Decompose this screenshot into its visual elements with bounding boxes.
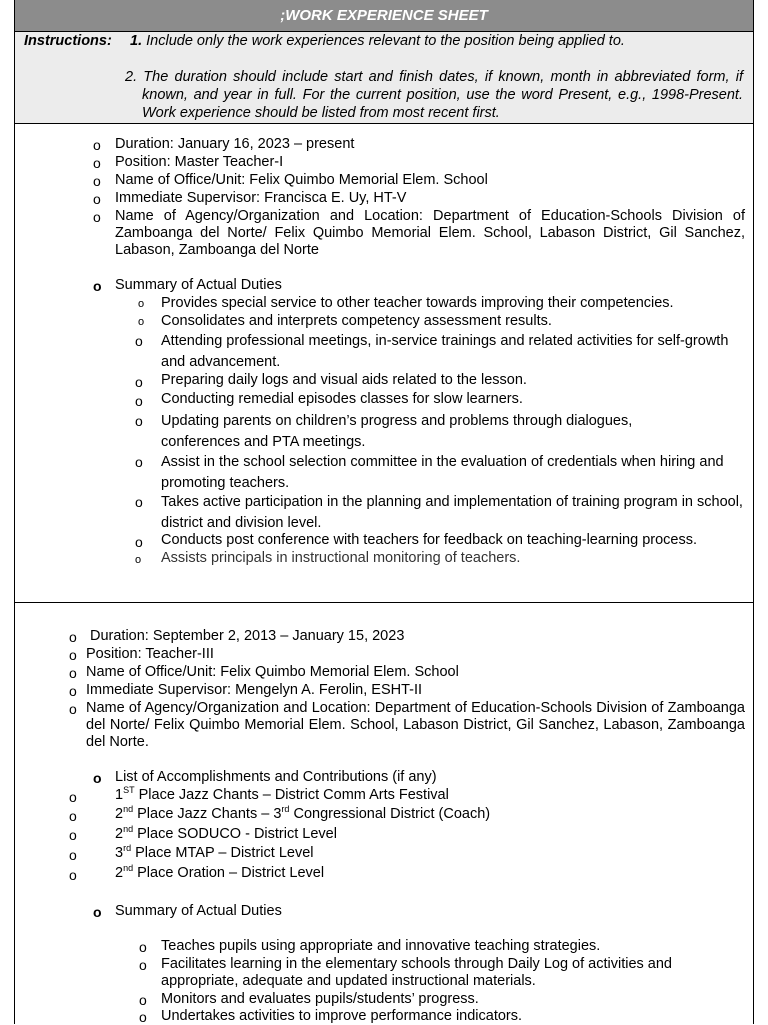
- exp2-duty: Monitors and evaluates pupils/students’ progress.: [161, 991, 479, 1007]
- exp1-duration: Duration: January 16, 2023 – present: [115, 136, 355, 152]
- exp1-duty: Takes active participation in the planning and implementation of training program in school, district and division level.: [161, 494, 743, 531]
- exp2-duty: Undertakes activities to improve performance indicators.: [161, 1008, 523, 1024]
- exp1-duty: Consolidates and interprets competency assessment results.: [161, 313, 552, 329]
- work-experience-sheet: [14, 0, 754, 1024]
- bullet-icon: o: [139, 1009, 147, 1025]
- instruction-1: 1. Include only the work experiences relevant to the position being applied to.: [130, 33, 625, 49]
- exp2-position: Position: Teacher-III: [86, 646, 214, 662]
- bullet-icon: o: [69, 629, 77, 645]
- bullet-icon: o: [69, 808, 77, 824]
- bullet-icon: o: [139, 957, 147, 973]
- bullet-icon: o: [69, 867, 77, 883]
- exp1-duties-heading: Summary of Actual Duties: [115, 277, 282, 293]
- bullet-icon: o: [93, 904, 102, 920]
- bullet-icon: o: [135, 393, 143, 409]
- exp1-duty: Assists principals in instructional monitoring of teachers.: [161, 550, 521, 566]
- bullet-icon: o: [138, 298, 145, 310]
- bullet-icon: o: [93, 209, 101, 225]
- bullet-icon: o: [135, 413, 143, 429]
- bullet-icon: o: [69, 847, 77, 863]
- exp2-supervisor: Immediate Supervisor: Mengelyn A. Ferolin, ESHT-II: [86, 682, 423, 698]
- bullet-icon: o: [93, 278, 102, 294]
- bullet-icon: o: [69, 789, 77, 805]
- bullet-icon: o: [139, 939, 147, 955]
- exp1-duty: Attending professional meetings, in-service trainings and related activities for self-growth and advancement.: [161, 333, 729, 370]
- instructions-label: Instructions:: [24, 33, 112, 49]
- bullet-icon: o: [93, 770, 102, 786]
- exp1-duty: Assist in the school selection committee in the evaluation of credentials when hiring and promoting teachers.: [161, 454, 724, 491]
- exp2-duties-heading: Summary of Actual Duties: [115, 903, 282, 919]
- instruction-2: 2. The duration should include start and finish dates, if known, month in abbreviated form, if known, and year in full. For the current position, use the word Present, e.g., 1998-Present. Work experience should be listed from most recent first.: [125, 69, 743, 121]
- exp2-agency: Name of Agency/Organization and Location: Department of Education-Schools Division of Zamboanga del Norte/ Felix Quimbo Memorial Elem. School, Labason District, Gil Sanchez, Labason, Zamboanga del Norte.: [86, 700, 745, 750]
- exp1-supervisor: Immediate Supervisor: Francisca E. Uy, HT-V: [115, 190, 407, 206]
- accomplishment-item: 1ST Place Jazz Chants – District Comm Arts Festival: [115, 785, 449, 803]
- bullet-icon: o: [139, 992, 147, 1008]
- bullet-icon: o: [138, 316, 145, 328]
- bullet-icon: o: [135, 374, 143, 390]
- bullet-icon: o: [135, 333, 143, 349]
- sheet-title: ;WORK EXPERIENCE SHEET: [15, 0, 753, 32]
- exp1-duty: Conducts post conference with teachers for feedback on teaching-learning process.: [161, 532, 698, 548]
- accomplishment-item: 2nd Place Oration – District Level: [115, 863, 325, 881]
- bullet-icon: o: [135, 534, 143, 550]
- exp1-agency: Name of Agency/Organization and Location: Department of Education-Schools Division of Zamboanga del Norte/ Felix Quimbo Memorial Elem. School, Labason District, Gil Sanchez, Labason, Zamboanga del Norte: [115, 208, 745, 258]
- instructions-box: [15, 32, 753, 124]
- bullet-icon: o: [69, 683, 77, 699]
- bullet-icon: o: [69, 647, 77, 663]
- exp1-position: Position: Master Teacher-I: [115, 154, 284, 170]
- bullet-icon: o: [93, 155, 101, 171]
- exp2-duration: Duration: September 2, 2013 – January 15, 2023: [90, 628, 405, 644]
- exp2-office: Name of Office/Unit: Felix Quimbo Memorial Elem. School: [86, 664, 459, 680]
- exp2-duty: Teaches pupils using appropriate and innovative teaching strategies.: [161, 938, 601, 954]
- section-divider: [15, 602, 753, 603]
- exp1-office: Name of Office/Unit: Felix Quimbo Memorial Elem. School: [115, 172, 488, 188]
- exp1-duty: Conducting remedial episodes classes for slow learners.: [161, 391, 523, 407]
- bullet-icon: o: [135, 554, 142, 566]
- accomplishment-item: 2nd Place Jazz Chants – 3rd Congressional District (Coach): [115, 804, 491, 822]
- bullet-icon: o: [69, 827, 77, 843]
- exp1-duty: Provides special service to other teacher towards improving their competencies.: [161, 295, 674, 311]
- bullet-icon: o: [135, 494, 143, 510]
- exp2-accomplishments-heading: List of Accomplishments and Contributions (if any): [115, 769, 437, 785]
- bullet-icon: o: [135, 454, 143, 470]
- accomplishment-item: 2nd Place SODUCO - District Level: [115, 824, 337, 842]
- bullet-icon: o: [93, 173, 101, 189]
- exp2-duty: Facilitates learning in the elementary schools through Daily Log of activities and appropriate, adequate and updated instructional materials.: [161, 956, 672, 989]
- bullet-icon: o: [69, 701, 77, 717]
- bullet-icon: o: [93, 191, 101, 207]
- bullet-icon: o: [69, 665, 77, 681]
- exp1-duty: Preparing daily logs and visual aids related to the lesson.: [161, 372, 527, 388]
- accomplishment-item: 3rd Place MTAP – District Level: [115, 843, 314, 861]
- exp1-duty: Updating parents on children’s progress and problems through dialogues, conferences and PTA meetings.: [161, 413, 633, 450]
- bullet-icon: o: [93, 137, 101, 153]
